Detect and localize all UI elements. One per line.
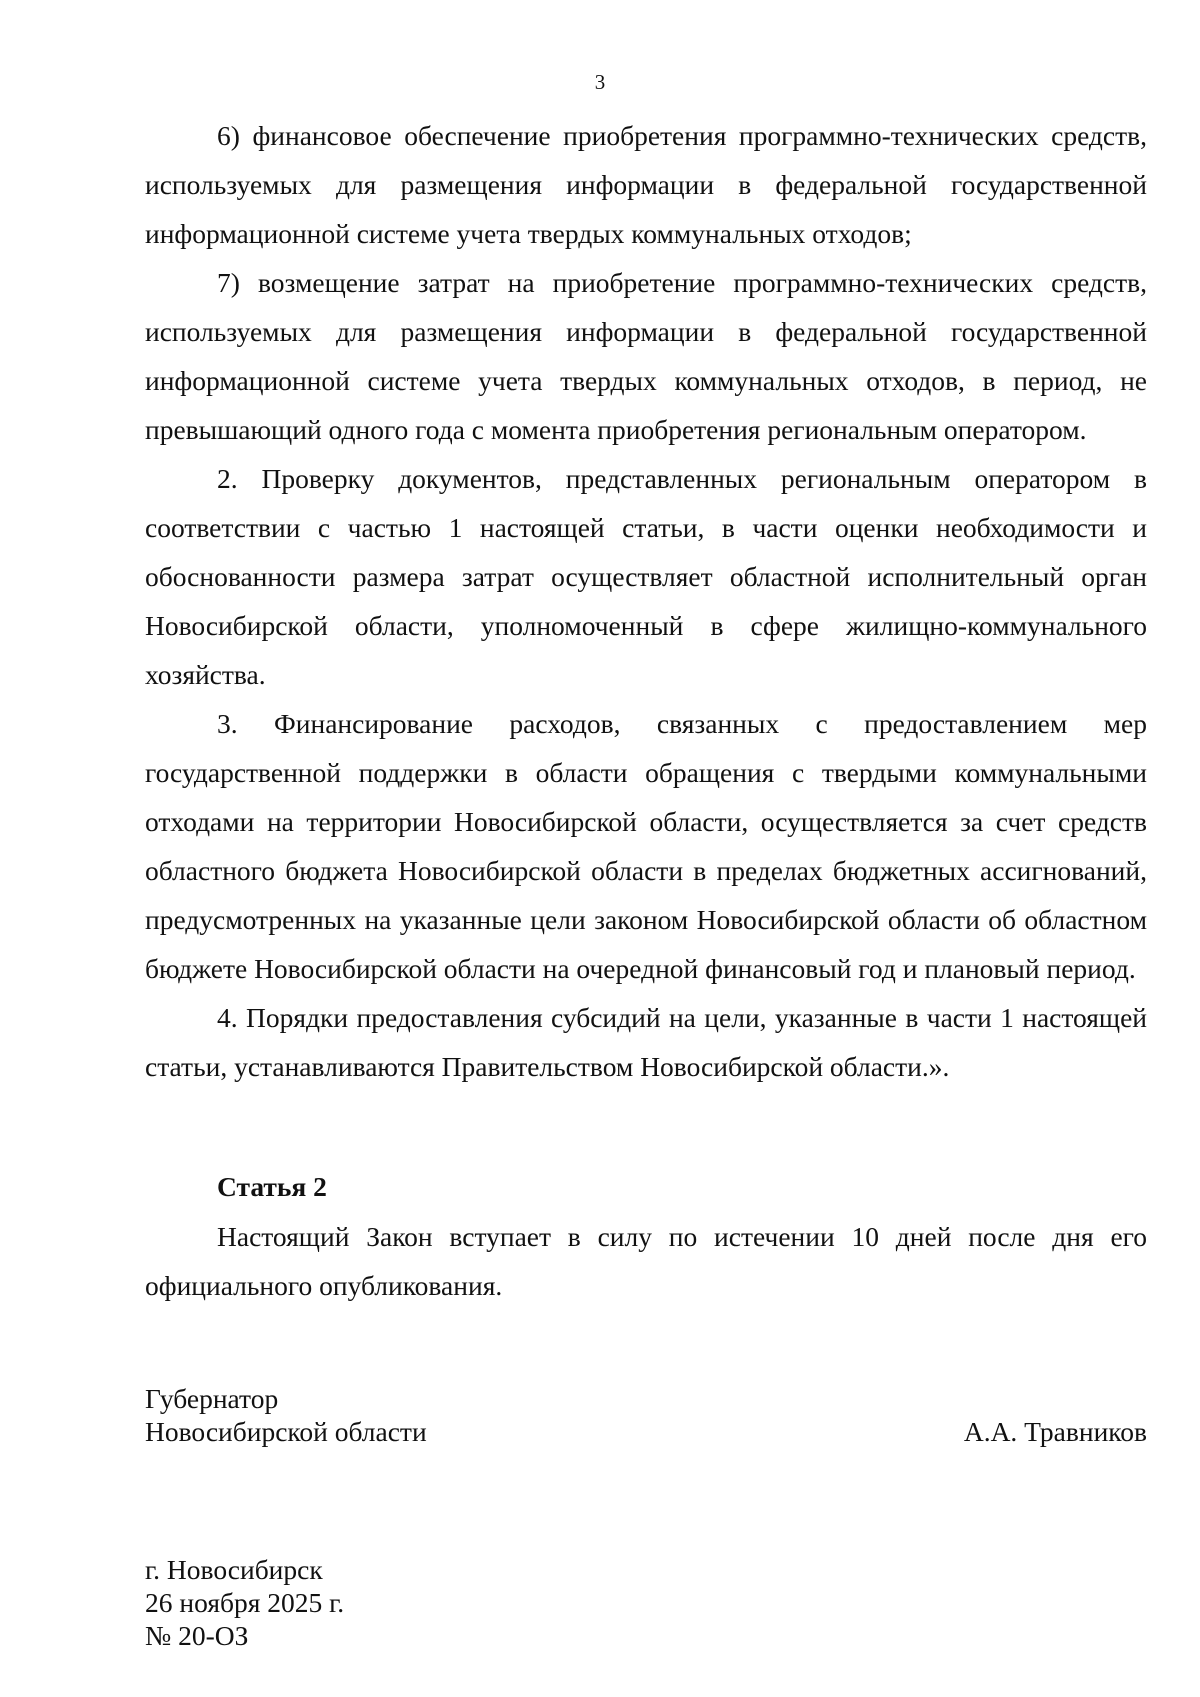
signature-block (145, 1382, 1147, 1448)
footer-law-number: № 20-ОЗ (145, 1620, 249, 1651)
paragraph-part-2: 2. Проверку документов, представленных региональным оператором в соответствии с частью 1 настоящей статьи, в части оценки необходимости и обоснованности размера затрат осуществляет областной исполнительный орган Новосибирской области, уполномоченный в сфере жилищно-коммунального хозяйства. (145, 463, 1147, 690)
paragraph-part-4: 4. Порядки предоставления субсидий на цели, указанные в части 1 настоящей статьи, устанавливаются Правительством Новосибирской области.». (145, 1002, 1147, 1082)
signatory-name: А.А. Травников (963, 1416, 1147, 1447)
article-paragraph: Настоящий Закон вступает в силу по истечении 10 дней после дня его официального опубликования. (145, 1221, 1147, 1301)
paragraph-item-6: 6) финансовое обеспечение приобретения программно-технических средств, используемых для размещения информации в федеральной государственной информационной системе учета твердых коммунальных отходов; (145, 120, 1147, 249)
document-footer (145, 1553, 344, 1652)
article-heading: Статья 2 (217, 1171, 327, 1202)
signatory-title-line1: Губернатор (145, 1383, 279, 1414)
footer-city: г. Новосибирск (145, 1554, 323, 1585)
page-number: 3 (594, 70, 606, 94)
article-body (145, 1212, 1147, 1310)
document-body (145, 111, 1147, 1091)
signatory-title-line2: Новосибирской области (145, 1416, 427, 1447)
signature-row (145, 1415, 1147, 1448)
paragraph-item-7: 7) возмещение затрат на приобретение программно-технических средств, используемых для размещения информации в федеральной государственной информационной системе учета твердых коммунальных отходов, в период, не превышающий одного года с момента приобретения региональным оператором. (145, 267, 1147, 445)
footer-date: 26 ноября 2025 г. (145, 1587, 345, 1618)
paragraph-part-3: 3. Финансирование расходов, связанных с предоставлением мер государственной поддержки в области обращения с твердыми коммунальными отходами на территории Новосибирской области, осуществляется за счет средств областного бюджета Новосибирской области в пределах бюджетных ассигнований, предусмотренных на указанные цели законом Новосибирской области об областном бюджете Новосибирской области на очередной финансовый год и плановый период. (145, 708, 1147, 984)
